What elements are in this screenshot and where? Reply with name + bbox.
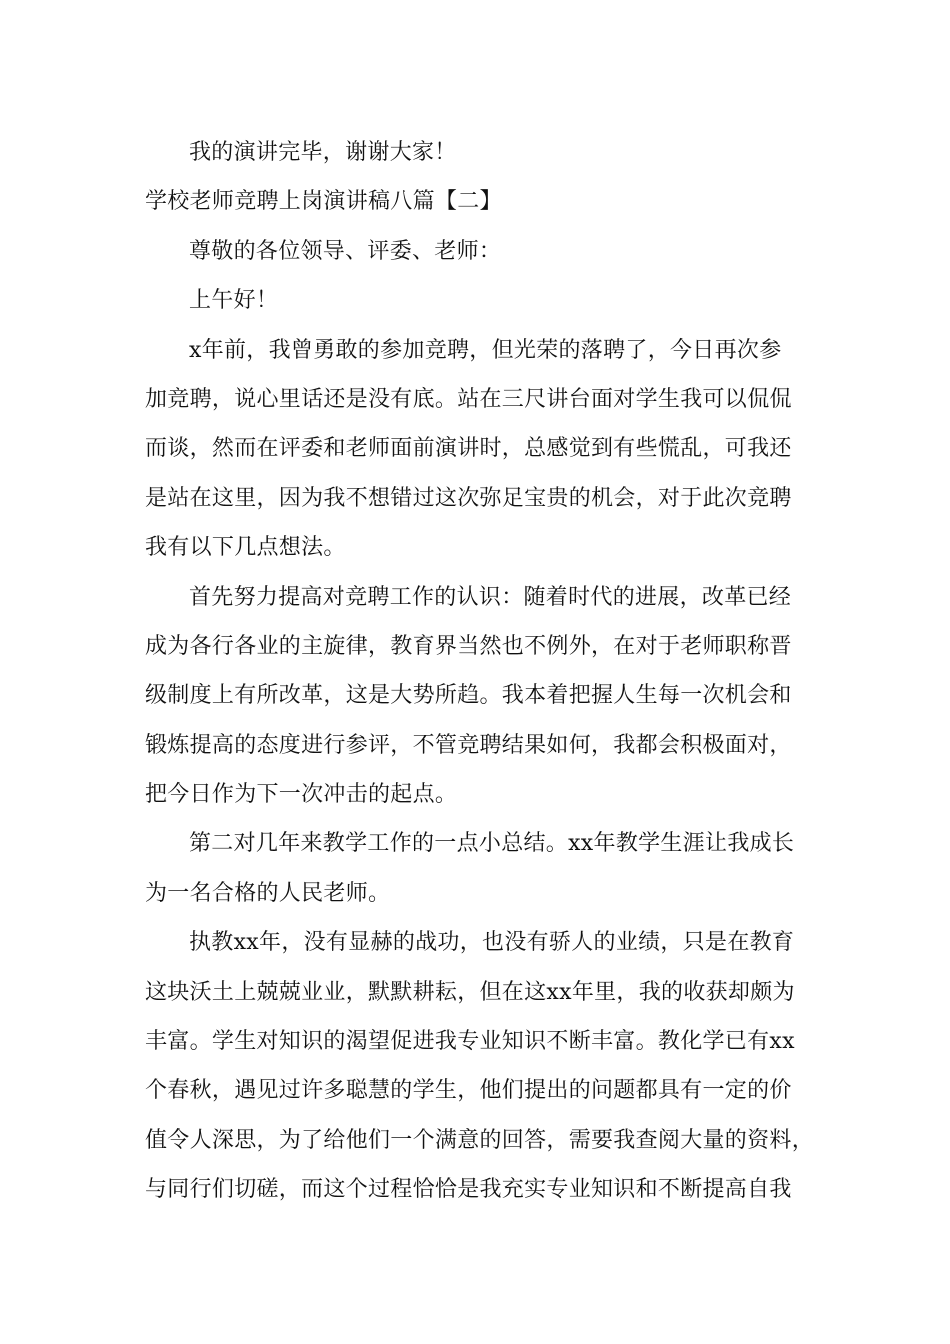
paragraph-line: 与同行们切磋，而这个过程恰恰是我充实专业知识和不断提高自我 <box>145 1177 792 1203</box>
closing-line: 我的演讲完毕，谢谢大家！ <box>189 140 457 165</box>
paragraph-line: 首先努力提高对竞聘工作的认识：随着时代的进展，改革已经 <box>189 584 792 610</box>
paragraph-line: 为一名合格的人民老师。 <box>145 880 391 906</box>
paragraph-line: x年前，我曾勇敢的参加竞聘，但光荣的落聘了，今日再次参 <box>189 337 782 363</box>
paragraph-line: 这块沃土上兢兢业业，默默耕耘，但在这xx年里，我的收获却颇为 <box>145 979 795 1005</box>
paragraph-line: 执教xx年，没有显赫的战功，也没有骄人的业绩，只是在教育 <box>189 930 795 956</box>
paragraph-line: 级制度上有所改革，这是大势所趋。我本着把握人生每一次机会和 <box>145 683 792 709</box>
salutation-line: 尊敬的各位领导、评委、老师： <box>189 238 502 264</box>
paragraph-line: 第二对几年来教学工作的一点小总结。xx年教学生涯让我成长 <box>189 831 795 857</box>
document-body <box>145 128 825 1215</box>
paragraph-line: 丰富。学生对知识的渴望促进我专业知识不断丰富。教化学已有xx <box>145 1029 795 1055</box>
paragraph-line: 个春秋，遇见过许多聪慧的学生，他们提出的问题都具有一定的价 <box>145 1078 792 1104</box>
paragraph-line: 值令人深思，为了给他们一个满意的回答，需要我查阅大量的资料， <box>145 1127 815 1153</box>
paragraph-line: 把今日作为下一次冲击的起点。 <box>145 782 458 808</box>
paragraph-line: 成为各行各业的主旋律，教育界当然也不例外，在对于老师职称晋 <box>145 633 792 659</box>
paragraph-line: 锻炼提高的态度进行参评，不管竞聘结果如何，我都会积极面对， <box>145 732 792 758</box>
paragraph-line: 我有以下几点想法。 <box>145 535 346 561</box>
paragraph-line: 而谈，然而在评委和老师面前演讲时，总感觉到有些慌乱，可我还 <box>145 436 792 462</box>
paragraph-line: 加竞聘，说心里话还是没有底。站在三尺讲台面对学生我可以侃侃 <box>145 386 792 412</box>
paragraph-line: 是站在这里，因为我不想错过这次弥足宝贵的机会，对于此次竞聘 <box>145 485 792 511</box>
greeting-line: 上午好！ <box>189 288 279 314</box>
section-heading: 学校老师竞聘上岗演讲稿八篇【二】 <box>145 189 502 215</box>
